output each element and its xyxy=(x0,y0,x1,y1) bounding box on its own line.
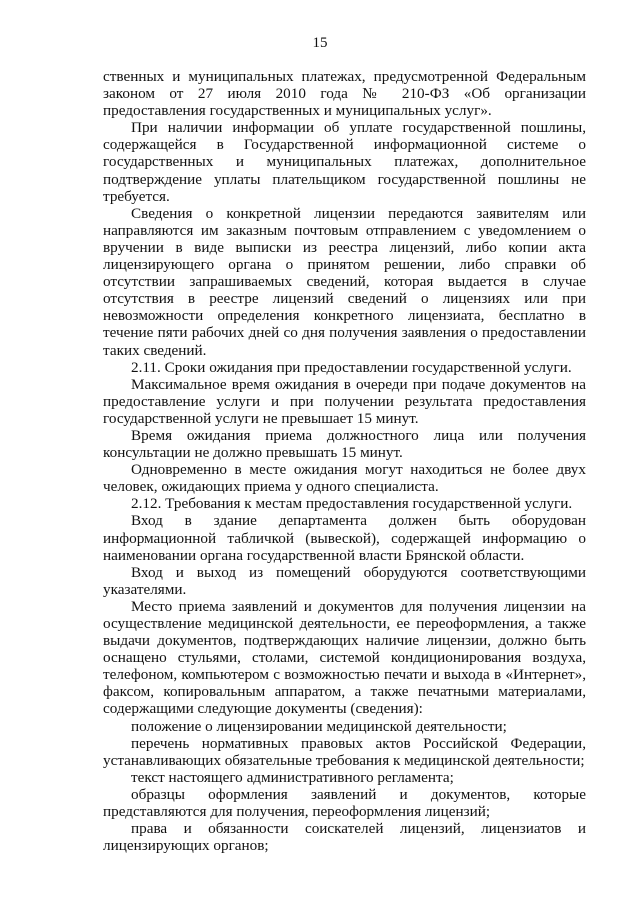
list-item: права и обязанности соискателей лицензий, лицензиатов и лицензирующих органов; xyxy=(103,820,586,855)
paragraph: ственных и муниципальных платежах, предусмотренной Федеральным законом от 27 июля 2010 года № 210-ФЗ «Об организации предоставления государственных и муниципальных услуг». xyxy=(103,68,586,120)
page-number: 15 xyxy=(312,35,328,51)
section-heading: 2.12. Требования к местам предоставления государственной услуги. xyxy=(131,495,573,513)
list-item: перечень нормативных правовых актов Российской Федерации, устанавливающих обязательные требования к медицинской деятельности; xyxy=(103,734,586,769)
paragraph: Время ожидания приема должностного лица или получения консультации не должно превышать 15 минут. xyxy=(103,426,586,462)
paragraph: Одновременно в месте ожидания могут находиться не более двух человек, ожидающих приема у одного специалиста. xyxy=(103,461,586,496)
paragraph: Максимальное время ожидания в очереди при подаче документов на предоставление услуги и при получении результата предоставления государственной услуги не превышает 15 минут. xyxy=(103,375,586,427)
paragraph: Сведения о конкретной лицензии передаются заявителям или направляются им заказным почтовым отправлением с уведомлением о вручении в виде выписки из реестра лицензий, либо копии акта лицензирующего органа о принятом решении, либо справки об отсутствии запрашиваемых сведений, которая выдается в случае отсутствия в реестре лицензий сведений о лицензиях или при невозможности определения конкретного лицензиата, бесплатно в течение пяти рабочих дней со дня получения заявления о предоставлении таких сведений. xyxy=(103,204,586,359)
list-item: образцы оформления заявлений и документов, которые представляются для получения, переоформления лицензий; xyxy=(103,785,586,821)
paragraph: Вход в здание департамента должен быть оборудован информационной табличкой (вывеской), содержащей информацию о наименовании органа государственной власти Брянской области. xyxy=(103,512,586,564)
paragraph: Место приема заявлений и документов для получения лицензии на осуществление медицинской деятельности, ее переоформления, а также выдачи документов, подтверждающих наличие лицензии, должно быть оснащено стульями, столами, системой кондиционирования воздуха, телефоном, компьютером с возможностью печати и выхода в «Интернет», факсом, копировальным аппаратом, а также печатными материалами, содержащими следующие документы (сведения): xyxy=(103,597,586,718)
paragraph: При наличии информации об уплате государственной пошлины, содержащейся в Государственной информационной системе о государственных и муниципальных платежах, дополнительное подтверждение уплаты плательщиком государственной пошлины не требуется. xyxy=(103,119,586,205)
list-item: текст настоящего административного регламента; xyxy=(131,768,454,786)
body-text xyxy=(103,68,586,854)
paragraph: Вход и выход из помещений оборудуются соответствующими указателями. xyxy=(103,563,586,598)
section-heading: 2.11. Сроки ожидания при предоставлении государственной услуги. xyxy=(131,358,572,376)
list-item: положение о лицензировании медицинской деятельности; xyxy=(131,717,507,735)
